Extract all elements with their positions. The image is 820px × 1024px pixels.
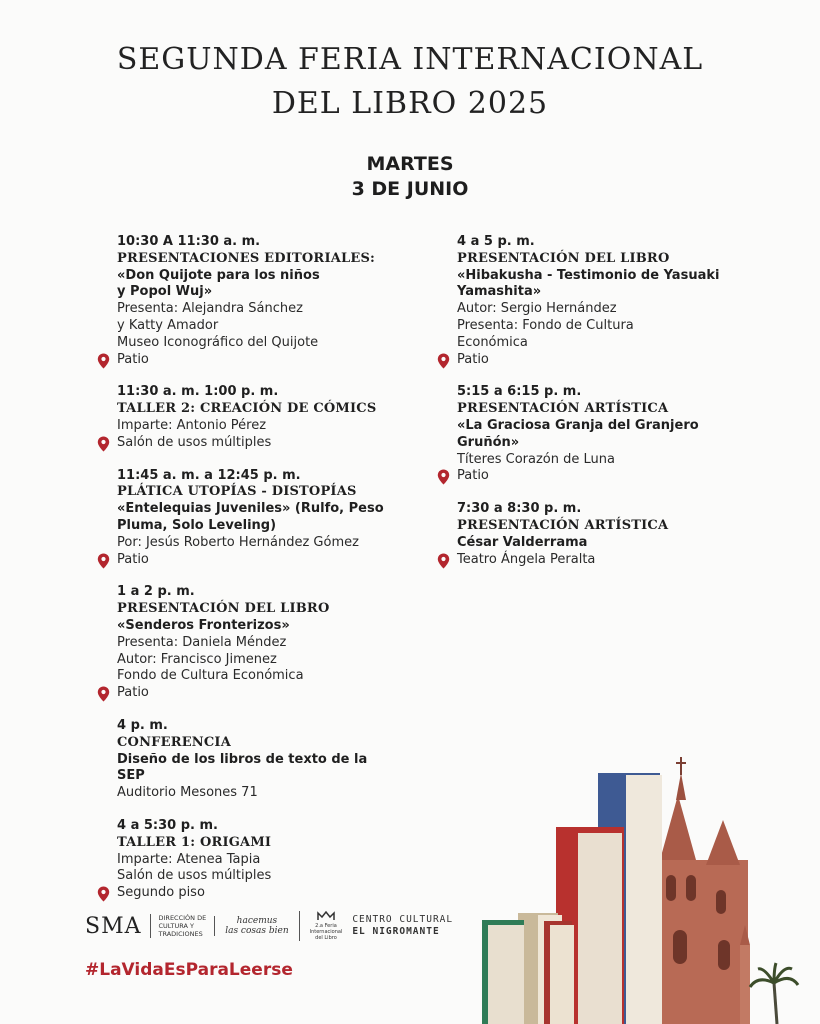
event-detail: Fondo de Cultura Económica: [117, 668, 304, 684]
event-time: 5:15 a 6:15 p. m.: [457, 384, 582, 400]
event-detail: y Katty Amador: [117, 317, 219, 333]
event-detail: Autor: Sergio Hernández: [457, 301, 617, 317]
event-location-label: Patio: [117, 551, 149, 567]
title-line-1: SEGUNDA FERIA INTERNACIONAL: [116, 42, 704, 77]
event-type: PRESENTACIÓN ARTÍSTICA: [457, 401, 669, 417]
map-pin-icon: [97, 436, 110, 452]
sma-logo-subtitle: DIRECCIÓN DE CULTURA Y TRADICIONES: [150, 914, 215, 938]
event-title: «Senderos Fronterizos»: [117, 617, 290, 633]
event-detail: Títeres Corazón de Luna: [457, 451, 615, 467]
event-title: Gruñón»: [457, 434, 520, 450]
event-time: 10:30 A 11:30 a. m.: [117, 234, 261, 249]
schedule-event: [117, 584, 407, 702]
event-location-label: Patio: [117, 351, 149, 367]
map-pin-icon: [437, 553, 450, 569]
palm-tree-illustration: [750, 963, 798, 1024]
event-location: [457, 468, 757, 485]
schedule-right-column: [457, 234, 757, 584]
schedule-event: [457, 234, 757, 368]
event-location-label: Patio: [117, 685, 149, 701]
event-detail: Museo Iconográfico del Quijote: [117, 334, 319, 350]
event-title: «Entelequias Juveniles» (Rulfo, Peso: [117, 501, 384, 517]
map-pin-icon: [97, 353, 110, 369]
event-time: 11:30 a. m. 1:00 p. m.: [117, 384, 279, 400]
event-location-label: Salón de usos múltiples: [117, 434, 272, 450]
event-location-label: Teatro Ángela Peralta: [457, 551, 596, 567]
event-detail: Económica: [457, 334, 528, 350]
hashtag: #LaVidaEsParaLeerse: [85, 960, 293, 980]
event-title: «Hibakusha - Testimonio de Yasuaki: [457, 267, 720, 283]
event-time: 11:45 a. m. a 12:45 p. m.: [117, 467, 301, 483]
event-detail: Autor: Francisco Jimenez: [117, 651, 277, 667]
event-title: Pluma, Solo Leveling): [117, 517, 277, 533]
event-detail: Imparte: Atenea Tapia: [117, 851, 261, 867]
schedule-left-column: [117, 234, 407, 918]
event-title: César Valderrama: [457, 534, 588, 550]
event-type: TALLER 2: CREACIÓN DE CÓMICS: [117, 401, 377, 417]
schedule-event: [457, 384, 757, 485]
event-type: PLÁTICA UTOPÍAS - DISTOPÍAS: [117, 484, 357, 500]
title-line-2: DEL LIBRO 2025: [271, 86, 549, 121]
books-stack-illustration: [482, 773, 662, 1024]
event-location: [117, 552, 407, 569]
event-location-label: Segundo piso: [117, 885, 205, 901]
event-location-label: Patio: [457, 351, 489, 367]
event-title: Yamashita»: [457, 284, 542, 300]
event-time: 4 a 5 p. m.: [457, 234, 535, 249]
event-location: [117, 885, 407, 902]
event-type: PRESENTACIONES EDITORIALES:: [117, 250, 376, 266]
event-location: [457, 552, 757, 569]
event-type: CONFERENCIA: [117, 734, 232, 750]
poster-title: [0, 38, 820, 126]
event-location: [117, 352, 407, 369]
map-pin-icon: [437, 353, 450, 369]
event-detail: Presenta: Daniela Méndez: [117, 634, 287, 650]
event-title: y Popol Wuj»: [117, 284, 213, 300]
event-location: [457, 352, 757, 369]
church-illustration: [653, 757, 750, 1024]
schedule-event: [117, 384, 407, 451]
day-heading: [0, 152, 820, 202]
event-type: PRESENTACIÓN DEL LIBRO: [117, 601, 330, 617]
event-location: [117, 685, 407, 702]
event-detail: Por: Jesús Roberto Hernández Gómez: [117, 534, 359, 550]
sma-logo: SMA: [85, 913, 142, 939]
feria-logo-icon: [317, 911, 335, 921]
date: 3 DE JUNIO: [351, 178, 469, 200]
centro-cultural-logo: CENTRO CULTURAL EL NIGROMANTE: [352, 914, 454, 937]
books-and-church-illustration: [478, 755, 820, 1024]
event-title: «La Graciosa Granja del Granjero: [457, 417, 699, 433]
event-time: 1 a 2 p. m.: [117, 584, 195, 600]
map-pin-icon: [97, 686, 110, 702]
schedule-event: [457, 501, 757, 568]
event-time: 4 a 5:30 p. m.: [117, 817, 218, 833]
event-title: SEP: [117, 768, 145, 784]
map-pin-icon: [437, 469, 450, 485]
feria-logo: 2.a Feria Internacional del Libro: [299, 911, 353, 941]
schedule-event: [117, 234, 407, 368]
event-detail: Imparte: Antonio Pérez: [117, 417, 267, 433]
event-title: Diseño de los libros de texto de la: [117, 751, 368, 767]
map-pin-icon: [97, 886, 110, 902]
event-title: «Don Quijote para los niños: [117, 267, 320, 283]
event-detail: Presenta: Fondo de Cultura: [457, 317, 634, 333]
event-type: TALLER 1: ORIGAMI: [117, 834, 272, 850]
sponsor-logos: [85, 908, 465, 944]
event-time: 4 p. m.: [117, 717, 168, 733]
event-detail: Salón de usos múltiples: [117, 868, 272, 884]
schedule-event: [117, 818, 407, 902]
map-pin-icon: [97, 553, 110, 569]
event-type: PRESENTACIÓN DEL LIBRO: [457, 250, 670, 266]
event-type: PRESENTACIÓN ARTÍSTICA: [457, 517, 669, 533]
event-time: 7:30 a 8:30 p. m.: [457, 501, 582, 517]
event-location: [117, 435, 407, 452]
schedule-event: [117, 468, 407, 569]
event-detail: Presenta: Alejandra Sánchez: [117, 301, 303, 317]
event-location-label: Patio: [457, 468, 489, 484]
schedule-event: [117, 718, 407, 802]
weekday: MARTES: [366, 153, 454, 175]
event-detail: Auditorio Mesones 71: [117, 785, 258, 801]
hacemus-logo: hacemus las cosas bien: [214, 916, 298, 936]
